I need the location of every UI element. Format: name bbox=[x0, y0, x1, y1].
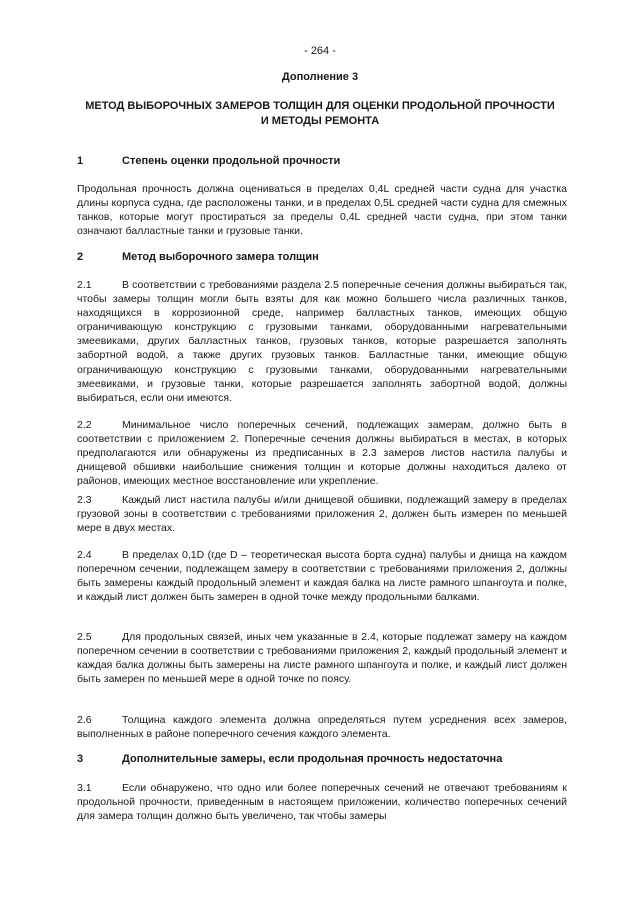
appendix-label: Дополнение 3 bbox=[281, 71, 359, 83]
paragraph-number: 2.3 bbox=[77, 494, 92, 506]
paragraph-text: Для продольных связей, иных чем указанные в 2.4, которые подлежат замеру на каждом поперечном сечении в соответствии с требованиями приложения 2, каждый продольный элемент и каждая балка должны быть замерены на листе рамного шпангоута и полке, и каждый лист должен быть замерен по меньшей мере в одной точке по поясу. bbox=[77, 631, 567, 686]
paragraph-2-5 bbox=[77, 630, 567, 686]
section-title: Метод выборочного замера толщин bbox=[122, 251, 319, 263]
paragraph-number: 2.4 bbox=[77, 549, 92, 561]
paragraph-2-2 bbox=[77, 418, 567, 488]
section-title: Дополнительные замеры, если продольная прочность недостаточна bbox=[122, 753, 503, 765]
paragraph-2-6 bbox=[77, 713, 567, 741]
paragraph-text: Толщина каждого элемента должна определяться путем усреднения всех замеров, выполненных в районе поперечного сечения каждого элемента. bbox=[77, 714, 567, 741]
paragraph-number: 3.1 bbox=[77, 782, 92, 794]
document-title: МЕТОД ВЫБОРОЧНЫХ ЗАМЕРОВ ТОЛЩИН ДЛЯ ОЦЕНКИ ПРОДОЛЬНОЙ ПРОЧНОСТИ И МЕТОДЫ РЕМОНТА bbox=[85, 100, 555, 127]
paragraph-3-1 bbox=[77, 781, 567, 823]
paragraph-2-3 bbox=[77, 493, 567, 535]
paragraph-number: 2.5 bbox=[77, 631, 92, 643]
paragraph-text: Каждый лист настила палубы и/или днищевой обшивки, подлежащий замеру в пределах грузовой зоны в соответствии с требованиями приложения 2, должен быть измерен по меньшей мере в двух местах. bbox=[77, 494, 567, 535]
section-number: 1 bbox=[77, 155, 84, 167]
paragraph-text: Если обнаружено, что одно или более поперечных сечений не отвечают требованиям к продольной прочности, приведенным в настоящем приложении, количество поперечных сечений для замера толщин должно быть увеличено, так чтобы замеры bbox=[77, 782, 567, 823]
paragraph-text: Минимальное число поперечных сечений, подлежащих замерам, должно быть в соответствии с приложением 2. Поперечные сечения должны выбираться в местах, в которых предполагаются или обнаружены из предписанных в 2.3 замеров листов настила палубы и днищевой обшивки наибольшие снижения толщин и которые должны находиться далеко от районов, имеющих местное восстановление или укрепление. bbox=[77, 419, 567, 488]
paragraph-2-1 bbox=[77, 278, 567, 405]
paragraph-number: 2.2 bbox=[77, 419, 92, 431]
paragraph-text: В соответствии с требованиями раздела 2.5 поперечные сечения должны выбираться так, чтобы замеры толщин могли быть взяты для как можно большего числа различных танков, находящихся в коррозионной среде, например балластных танков, имеющих общую ограничивающую конструкцию с грузовыми танками, оборудованными нагревательными змеевиками, других балластных танков, грузовых танков, которые разрешается заполнять забортной водой, а также других грузовых танков. Балластные танки, имеющие общую ограничивающую конструкцию с грузовыми танками, оборудованными нагревательными змеевиками, и грузовые танки, которые разрешается заполнять забортной водой, должны выбираться, если они имеются. bbox=[77, 279, 567, 404]
paragraph-text: Продольная прочность должна оцениваться в пределах 0,4L средней части судна для участка длины корпуса судна, где расположены танки, и в пределах 0,5L средней части судна для смежных танков, которые могут простираться за пределы 0,4L средней части судна, при этом танки означают балластные танки и грузовые танки. bbox=[77, 183, 567, 238]
section-number: 3 bbox=[77, 753, 84, 765]
section1-paragraph bbox=[77, 182, 567, 238]
paragraph-text: В пределах 0,1D (где D – теоретическая высота борта судна) палубы и днища на каждом поперечном сечении, подлежащем замеру в соответствии с требованиями приложения 2, должны быть замерены каждый продольный элемент и каждая балка на листе рамного шпангоута и полке, и каждый лист должен быть замерен в одной точке между продольными балками. bbox=[77, 549, 567, 604]
page-number: - 264 - bbox=[304, 45, 336, 57]
section-title: Степень оценки продольной прочности bbox=[122, 155, 341, 167]
section-number: 2 bbox=[77, 251, 84, 263]
paragraph-number: 2.6 bbox=[77, 714, 92, 726]
paragraph-number: 2.1 bbox=[77, 279, 92, 291]
paragraph-2-4 bbox=[77, 548, 567, 604]
